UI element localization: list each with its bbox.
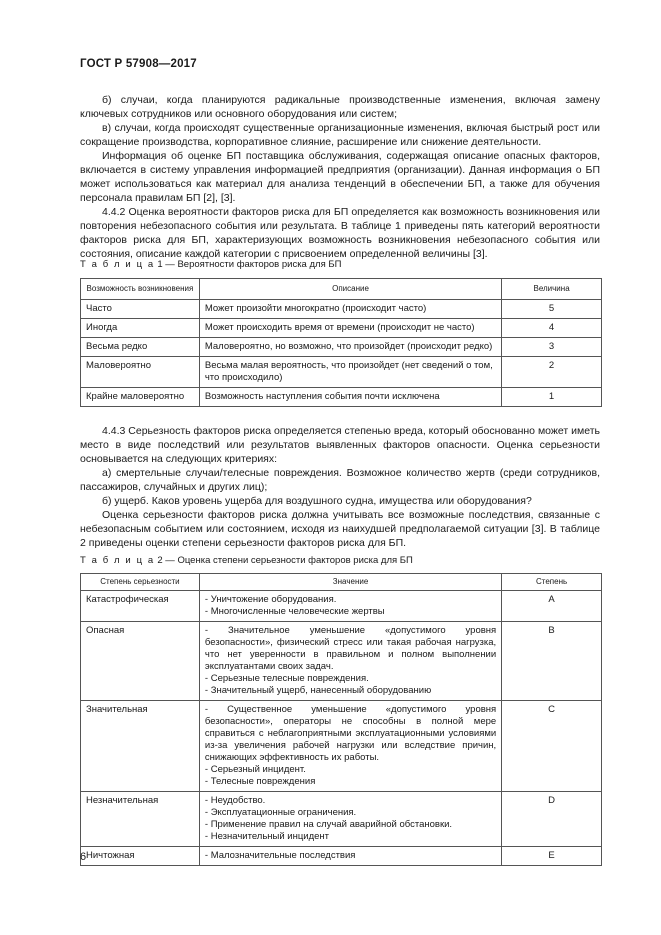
paragraph: Информация об оценке БП поставщика обслуживания, содержащая описание опасных факторов, включается в систему управления информацией предприятия (организации). Данная информация о БП может использоваться как материал для анализа тенденций в обеспечении БП, а также для обучения персонала правилам БП [2], [3].: [80, 150, 600, 204]
caption-text: 1 — Вероятности факторов риска для БП: [154, 259, 342, 270]
row-grade: B: [502, 622, 602, 701]
meaning-line: - Значительный ущерб, нанесенный оборудованию: [204, 685, 432, 696]
paragraph: Оценка серьезности факторов риска должна учитывать все возможные последствия, связанные с небезопасным событием или состоянием, исходя из наихудшей предполагаемой ситуации [3]. В таблице 2 приведены оценки степени серьезности факторов риска для БП.: [80, 509, 600, 549]
table-row: [81, 357, 602, 388]
row-name: Опасная: [81, 622, 200, 701]
page-number: 6: [80, 851, 87, 863]
row-description: Весьма малая вероятность, что произойдет (нет сведений о том, что происходило): [199, 357, 501, 388]
row-name: Ничтожная: [81, 847, 200, 866]
row-name: Значительная: [81, 701, 200, 792]
paragraph: а) смертельные случаи/телесные повреждения. Возможное количество жертв (среди сотрудников, пассажиров, случайных и других лиц);: [80, 467, 600, 493]
row-meaning: [199, 701, 501, 792]
column-header: Величина: [502, 279, 602, 300]
column-header: Возможность возникновения: [81, 279, 200, 300]
table2-caption: [80, 555, 413, 566]
table-row: [81, 847, 602, 866]
table-row: [81, 319, 602, 338]
row-value: 1: [502, 388, 602, 407]
column-header: Значение: [199, 574, 501, 591]
row-description: Возможность наступления события почти исключена: [199, 388, 501, 407]
row-name: Весьма редко: [81, 338, 200, 357]
paragraph: 4.4.3 Серьезность факторов риска определяется степенью вреда, который обоснованно может иметь место в виде последствий или результатов выявленных факторов опасности. Оценка серьезности основывается на следующих критериях:: [80, 425, 600, 465]
row-grade: D: [502, 792, 602, 847]
meaning-line: - Малозначительные последствия: [204, 850, 356, 861]
table-header-row: [81, 574, 602, 591]
row-name: Маловероятно: [81, 357, 200, 388]
row-value: 2: [502, 357, 602, 388]
page-header: ГОСТ Р 57908—2017: [80, 58, 197, 70]
table-row: [81, 792, 602, 847]
probability-table: [80, 278, 602, 407]
meaning-line: - Значительное уменьшение «допустимого уровня безопасности», физический стресс или такая рабочая нагрузка, что нет уверенности в правильном и полном выполнении эксплуатантами своих задач.: [204, 625, 497, 672]
meaning-line: - Существенное уменьшение «допустимого уровня безопасности», операторы не способны в полной мере справиться с неблагоприятными эксплуатационными условиями из-за увеличения рабочей нагрузки или вследствие причин, снижающих эффективность их работы.: [204, 704, 497, 763]
row-name: Часто: [81, 300, 200, 319]
table1-caption: [80, 259, 341, 270]
table-row: [81, 622, 602, 701]
row-description: Может происходить время от времени (происходит не часто): [199, 319, 501, 338]
row-name: Незначительная: [81, 792, 200, 847]
row-grade: E: [502, 847, 602, 866]
caption-text: 2 — Оценка степени серьезности факторов риска для БП: [154, 555, 413, 566]
meaning-line: - Применение правил на случай аварийной обстановки.: [204, 819, 453, 830]
paragraph: 4.4.2 Оценка вероятности факторов риска для БП определяется как возможность возникновения или повторения небезопасного события или результата. В таблице 1 приведены пять категорий вероятности факторов риска для БП, характеризующих возможность возникновения небезопасного события или состояния, описание каждой категории с присвоением определенной величины [3].: [80, 206, 600, 260]
paragraph: б) ущерб. Каков уровень ущерба для воздушного судна, имущества или оборудования?: [102, 495, 532, 507]
row-meaning: [199, 591, 501, 622]
table-header-row: [81, 279, 602, 300]
row-meaning: [199, 847, 501, 866]
row-description: Может произойти многократно (происходит часто): [199, 300, 501, 319]
row-grade: C: [502, 701, 602, 792]
row-grade: A: [502, 591, 602, 622]
meaning-line: - Неудобство.: [204, 795, 266, 806]
body-text-mid: [80, 424, 600, 550]
row-name: Крайне маловероятно: [81, 388, 200, 407]
caption-prefix: Т а б л и ц а: [80, 555, 155, 566]
meaning-line: - Серьезный инцидент.: [204, 764, 306, 775]
paragraph: б) случаи, когда планируются радикальные производственные изменения, включая замену ключевых сотрудников или основного оборудования или систем;: [80, 94, 600, 120]
row-meaning: [199, 622, 501, 701]
table-row: [81, 338, 602, 357]
paragraph: в) случаи, когда происходят существенные организационные изменения, включая быстрый рост или сокращение производства, корпоративное слияние, расширение или снижение деятельности.: [80, 122, 600, 148]
table-row: [81, 701, 602, 792]
table-row: [81, 388, 602, 407]
row-description: Маловероятно, но возможно, что произойдет (происходит редко): [199, 338, 501, 357]
body-text-top: [80, 93, 600, 261]
row-value: 5: [502, 300, 602, 319]
meaning-line: - Незначительный инцидент: [204, 831, 330, 842]
row-value: 4: [502, 319, 602, 338]
meaning-line: - Многочисленные человеческие жертвы: [204, 606, 385, 617]
severity-table: [80, 573, 602, 866]
caption-prefix: Т а б л и ц а: [80, 259, 155, 270]
meaning-line: - Серьезные телесные повреждения.: [204, 673, 369, 684]
column-header: Степень серьезности: [81, 574, 200, 591]
table-row: [81, 300, 602, 319]
column-header: Степень: [502, 574, 602, 591]
row-value: 3: [502, 338, 602, 357]
row-meaning: [199, 792, 501, 847]
column-header: Описание: [199, 279, 501, 300]
table-row: [81, 591, 602, 622]
row-name: Иногда: [81, 319, 200, 338]
row-name: Катастрофическая: [81, 591, 200, 622]
meaning-line: - Эксплуатационные ограничения.: [204, 807, 357, 818]
meaning-line: - Уничтожение оборудования.: [204, 594, 337, 605]
meaning-line: - Телесные повреждения: [204, 776, 316, 787]
